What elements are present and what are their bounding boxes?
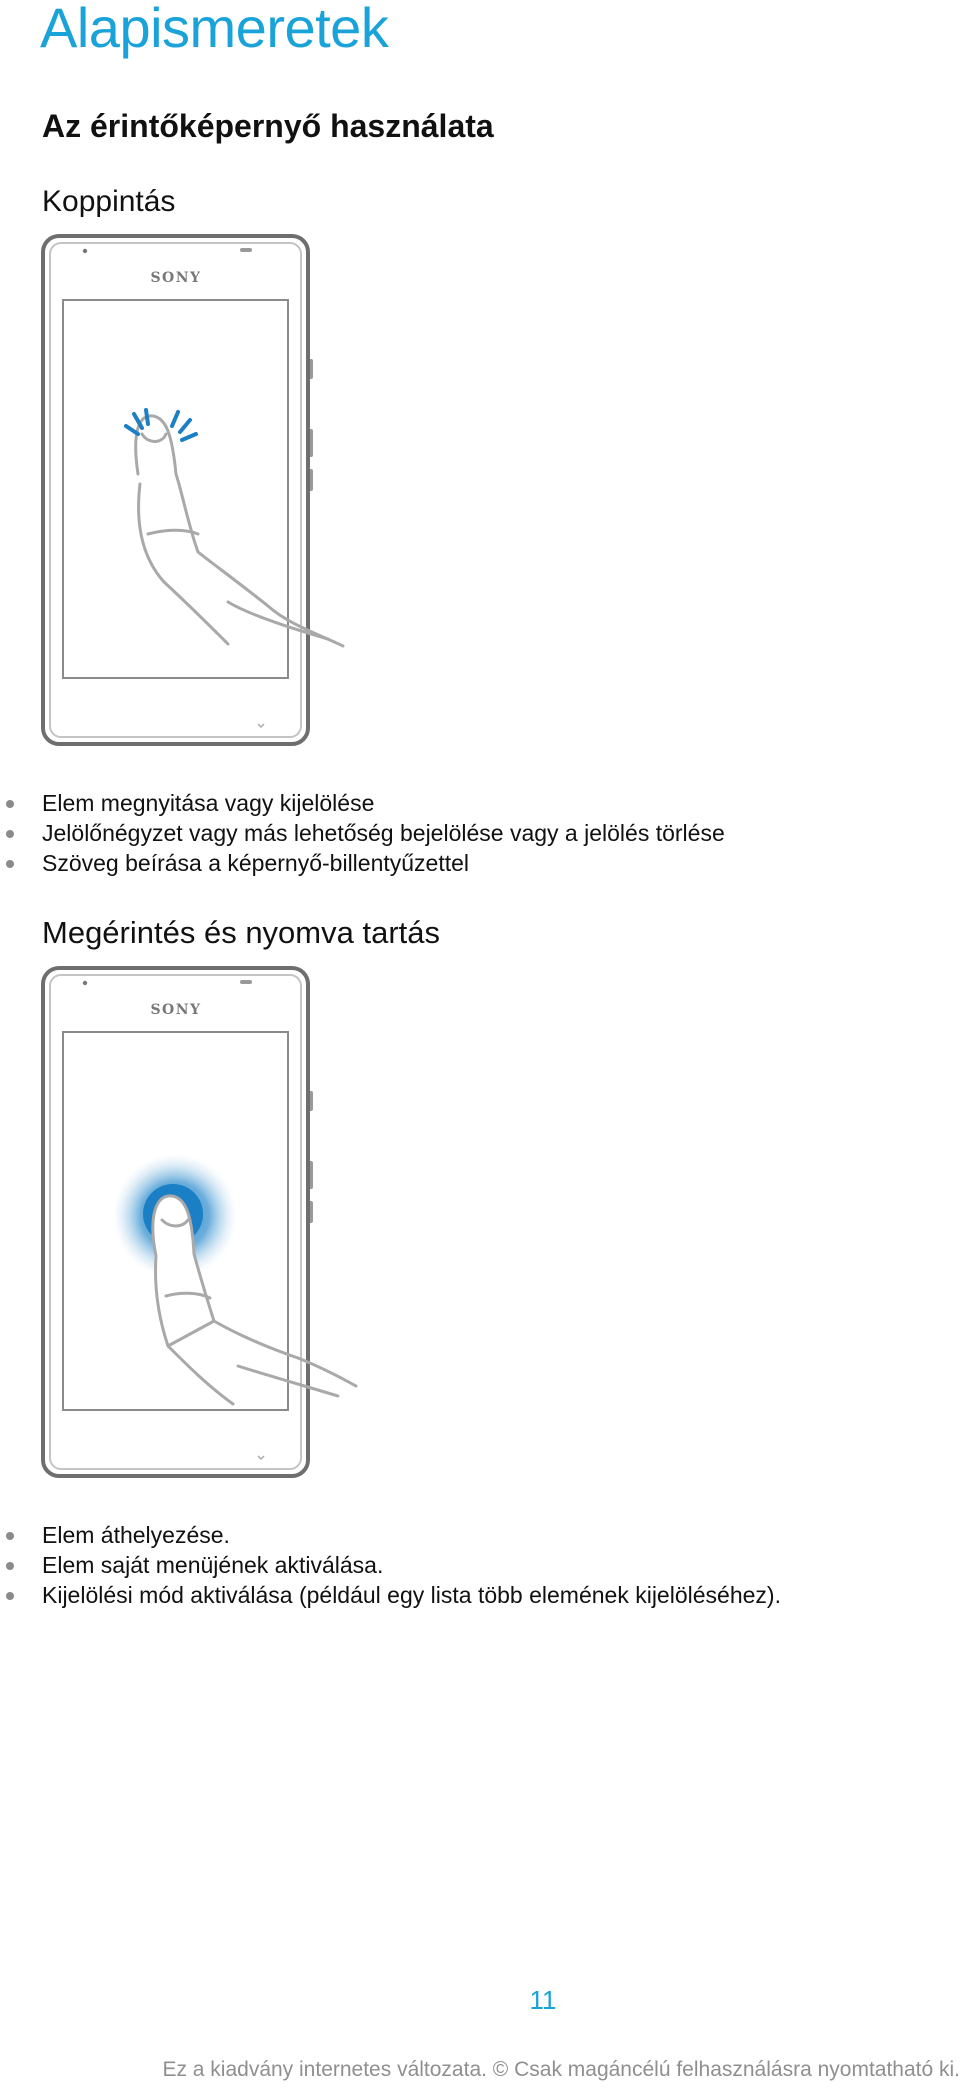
- list-item: Kijelölési mód aktiválása (például egy lista több elemének kijelöléséhez).: [0, 1580, 781, 1610]
- page-number: 11: [529, 1985, 557, 2015]
- tap-illustration: [38, 234, 368, 754]
- tap-heading: Koppintás: [42, 185, 176, 218]
- tap-bullet-list: [0, 788, 725, 878]
- touch-hold-heading: Megérintés és nyomva tartás: [42, 915, 441, 950]
- list-item: Szöveg beírása a képernyő-billentyűzettel: [0, 848, 725, 878]
- sony-logo: SONY: [150, 270, 202, 286]
- list-item: Elem áthelyezése.: [0, 1520, 781, 1550]
- footer-note: Ez a kiadvány internetes változata. © Csak magáncélú felhasználásra nyomtatható ki.: [162, 2058, 960, 2081]
- bullet-icon: [6, 1532, 14, 1540]
- page-title: Alapismeretek: [40, 0, 389, 59]
- section-heading: Az érintőképernyő használata: [42, 108, 494, 144]
- bullet-icon: [6, 800, 14, 808]
- bullet-icon: [6, 1562, 14, 1570]
- list-item: Jelölőnégyzet vagy más lehetőség bejelölése vagy a jelölés törlése: [0, 818, 725, 848]
- touch-hold-illustration: [38, 966, 368, 1486]
- touch-hold-bullet-list: [0, 1520, 781, 1610]
- bullet-icon: [6, 860, 14, 868]
- list-item: Elem megnyitása vagy kijelölése: [0, 788, 725, 818]
- list-item: Elem saját menüjének aktiválása.: [0, 1550, 781, 1580]
- phone-press-hold-icon: [38, 966, 368, 1486]
- phone-tap-icon: [38, 234, 368, 754]
- sony-logo: SONY: [150, 1002, 202, 1018]
- bullet-icon: [6, 1592, 14, 1600]
- bullet-icon: [6, 830, 14, 838]
